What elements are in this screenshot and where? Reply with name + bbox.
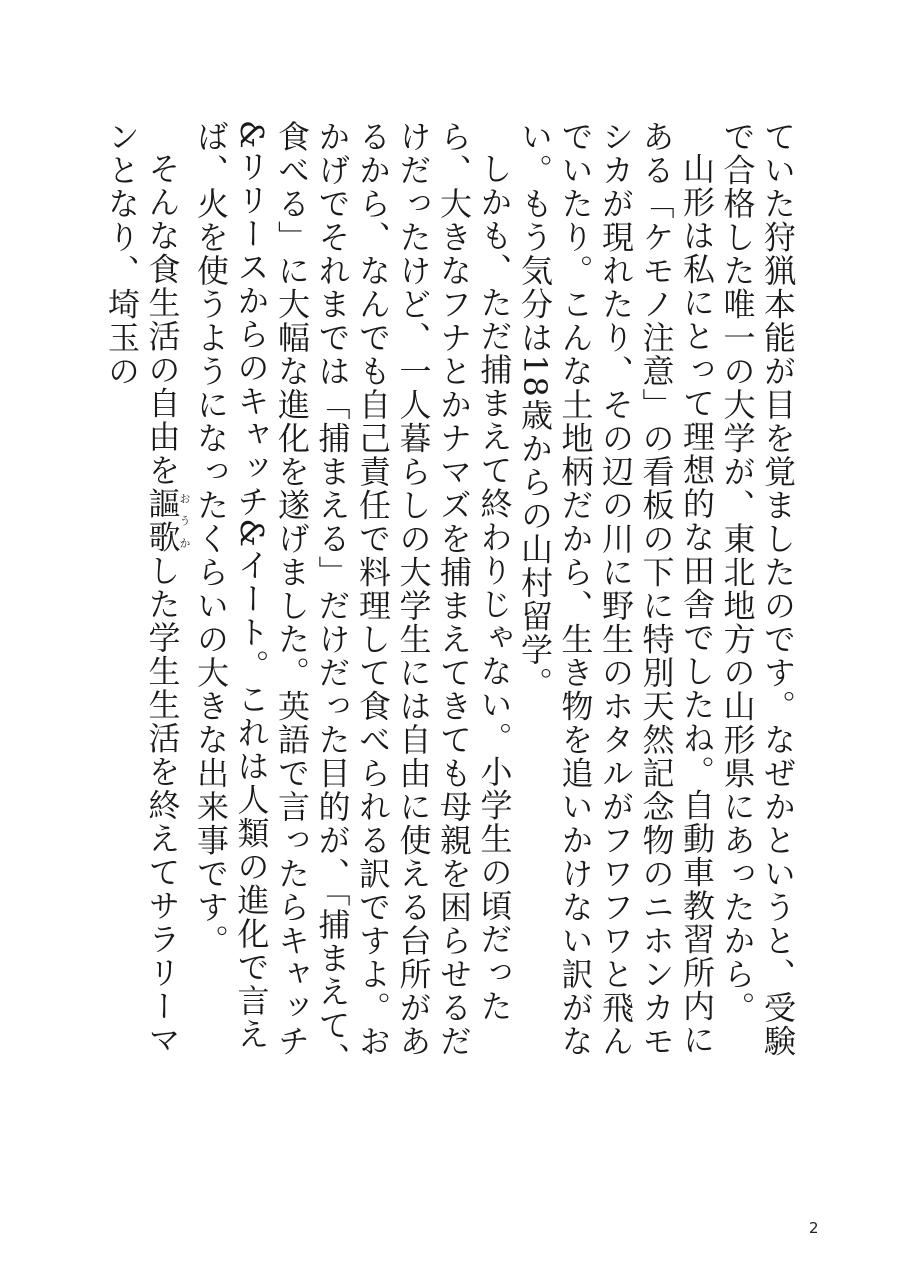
ruby-ouka	[143, 487, 191, 554]
ruby-base: 謳歌	[143, 487, 182, 554]
page-number: 2	[809, 1219, 819, 1237]
paragraph-2: 山形は私にとって理想的な田舎でしたね。自動車教習所内にある「ケモノ注意」の看板の下に特別天然記念物のニホンカモシカが現れたり、その辺の川に野生のホタルがフワフワと飛んでいたり。こんな土地柄だから、生き物を追いかけない訳がない。もう気分は18歳からの山村留学。	[516, 120, 716, 1058]
paragraph-4-before: そんな食生活の自由を	[143, 152, 182, 487]
paragraph-4-after: した学生生活を終えてサラリーマンとなり、埼玉の	[103, 120, 182, 1057]
paragraph-3: しかも、ただ捕まえて終わりじゃない。小学生の頃だったら、大きなフナとかナマズを捕まえてきても母親を困らせるだけだったけど、一人暮らしの大学生には自由に使える台所があるから、なんでも自己責任で料理して食べられる訳ですよ。おかげでそれまでは「捕まえる」だけだった目的が、「捕まえて、食べる」に大幅な進化を遂げました。英語で言ったらキャッチ&リリースからのキャッチ&イート。これは人類の進化で言えば、火を使うようになったくらいの大きな出来事です。	[192, 120, 514, 1076]
paragraph-4	[102, 120, 191, 1080]
ruby-reading: おうか	[178, 487, 191, 554]
vertical-text-body	[98, 120, 798, 1080]
paragraph-1: ていた狩猟本能が目を覚ましたのです。なぜかというと、受験で合格した唯一の大学が、東北地方の山形県にあったから。	[718, 120, 797, 1058]
